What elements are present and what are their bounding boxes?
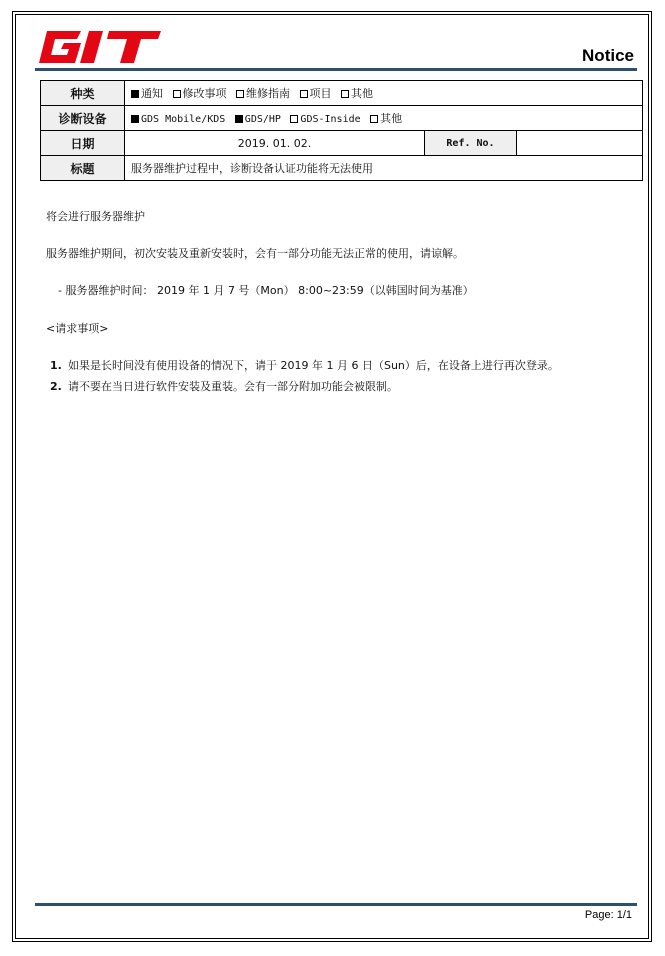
type-option-modification: 修改事项 bbox=[173, 87, 227, 100]
empty-box-icon bbox=[236, 90, 244, 98]
checked-box-icon bbox=[131, 90, 139, 98]
device-option-gds-hp: GDS/HP bbox=[235, 112, 281, 125]
type-option-project: 项目 bbox=[300, 87, 332, 100]
date-row bbox=[41, 131, 643, 156]
empty-box-icon bbox=[341, 90, 349, 98]
git-logo bbox=[37, 29, 162, 65]
request-heading: <请求事项> bbox=[46, 322, 109, 335]
type-options bbox=[125, 81, 643, 106]
device-option-other: 其他 bbox=[370, 112, 402, 125]
device-option-gds-mobile: GDS Mobile/KDS bbox=[131, 112, 225, 125]
date-value: 2019. 01. 02. bbox=[125, 131, 425, 156]
intro-line: 将会进行服务器维护 bbox=[46, 210, 145, 223]
empty-box-icon bbox=[370, 115, 378, 123]
footer-rule bbox=[35, 903, 637, 906]
type-option-other: 其他 bbox=[341, 87, 373, 100]
ref-no-value bbox=[517, 131, 643, 156]
device-option-gds-inside: GDS-Inside bbox=[290, 112, 360, 125]
date-label: 日期 bbox=[41, 131, 125, 156]
device-label: 诊断设备 bbox=[41, 106, 125, 131]
info-table bbox=[40, 80, 643, 181]
empty-box-icon bbox=[300, 90, 308, 98]
empty-box-icon bbox=[290, 115, 298, 123]
empty-box-icon bbox=[173, 90, 181, 98]
type-row bbox=[41, 81, 643, 106]
checked-box-icon bbox=[235, 115, 243, 123]
maintenance-note: 服务器维护期间，初次安装及重新安装时，会有一部分功能无法正常的使用，请谅解。 bbox=[46, 247, 464, 260]
list-item: 1. 如果是长时间没有使用设备的情况下，请于 2019 年 1 月 6 日（Sun）后，在设备上进行再次登录。 bbox=[50, 359, 559, 372]
checked-box-icon bbox=[131, 115, 139, 123]
document-title: Notice bbox=[582, 46, 634, 65]
title-row bbox=[41, 156, 643, 181]
list-item: 2. 请不要在当日进行软件安装及重装。会有一部分附加功能会被限制。 bbox=[50, 380, 398, 393]
type-option-repair-guide: 维修指南 bbox=[236, 87, 290, 100]
type-option-notice: 通知 bbox=[131, 87, 163, 100]
title-value: 服务器维护过程中，诊断设备认证功能将无法使用 bbox=[125, 156, 643, 181]
maintenance-time: - 服务器维护时间： 2019 年 1 月 7 号（Mon） 8:00~23:59（以韩国时间为基准） bbox=[58, 284, 474, 297]
page-number: Page: 1/1 bbox=[584, 909, 632, 921]
header-rule bbox=[35, 68, 637, 71]
device-row bbox=[41, 106, 643, 131]
device-options bbox=[125, 106, 643, 131]
type-label: 种类 bbox=[41, 81, 125, 106]
title-label: 标题 bbox=[41, 156, 125, 181]
ref-no-label: Ref. No. bbox=[425, 131, 517, 156]
